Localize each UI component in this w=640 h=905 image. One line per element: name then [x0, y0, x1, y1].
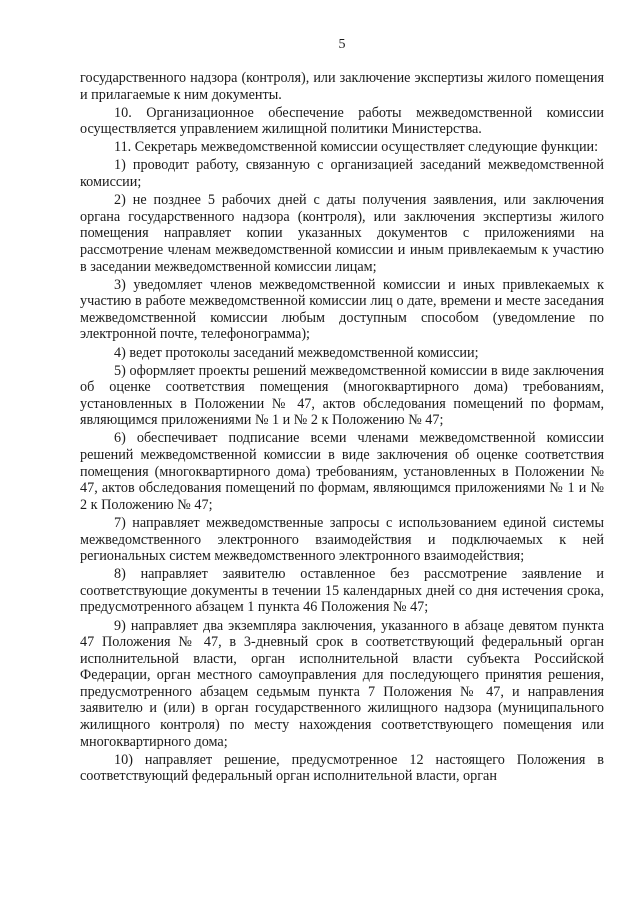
list-item-1: 1) проводит работу, связанную с организацией заседаний межведомственной комиссии;: [80, 157, 604, 191]
list-item-9: 9) направляет два экземпляра заключения, указанного в абзаце девятом пункта 47 Положения № 47, в 3-дневный срок в соответствующий федеральный орган исполнительной власти, орган исполнительной власти субъекта Российской Федерации, орган местного самоуправления для последующего принятия решения, предусмотренного абзацем седьмым пункта 7 Положения № 47, и направления заявителю и (или) в орган государственного жилищного надзора (муниципального жилищного контроля) по месту нахождения соответствующего помещения или многоквартирного дома;: [80, 617, 604, 750]
list-item-10: 10) направляет решение, предусмотренное 12 настоящего Положения в соответствующий федеральный орган исполнительной власти, орган: [80, 751, 604, 785]
paragraph-item-10: 10. Организационное обеспечение работы межведомственной комиссии осуществляется управлением жилищной политики Министерства.: [80, 104, 604, 138]
list-item-7: 7) направляет межведомственные запросы с использованием единой системы межведомственного электронного взаимодействия и подключаемых к ней региональных систем межведомственного электронного взаимодействия;: [80, 514, 604, 565]
list-item-8: 8) направляет заявителю оставленное без рассмотрение заявление и соответствующие документы в течении 15 календарных дней со дня истечения срока, предусмотренного абзацем 1 пункта 46 Положения № 47;: [80, 566, 604, 616]
list-item-3: 3) уведомляет членов межведомственной комиссии и иных привлекаемых к участию в работе межведомственной комиссии лиц о дате, времени и месте заседания межведомственной комиссии любым доступным способом (уведомление по электронной почте, телефонограмма);: [80, 276, 604, 343]
paragraph-item-11: 11. Секретарь межведомственной комиссии осуществляет следующие функции:: [114, 139, 599, 156]
list-item-2: 2) не позднее 5 рабочих дней с даты получения заявления, или заключения органа государственного надзора (контроля), или заключения экспертизы жилого помещения направляет копии указанных документов с приложениями на рассмотрение членам межведомственной комиссии и иным привлекаемым к участию в заседании межведомственной комиссии лицам;: [80, 192, 604, 275]
list-item-6: 6) обеспечивает подписание всеми членами межведомственной комиссии решений межведомственной комиссии в виде заключения об оценке соответствия помещения (многоквартирного дома) требованиям, установленных в Положении № 47, актов обследования помещений по формам, являющимся приложениями № 1 и № 2 к Положению № 47;: [80, 430, 604, 513]
document-body: [80, 70, 604, 785]
list-item-4: 4) ведет протоколы заседаний межведомственной комиссии;: [114, 344, 479, 361]
list-item-5: 5) оформляет проекты решений межведомственной комиссии в виде заключения об оценке соответствия помещения (многоквартирного дома) требованиям, установленных в Положении № 47, актов обследования помещений по формам, являющимся приложениями № 1 и № 2 к Положению № 47;: [80, 362, 604, 429]
paragraph-continuation: государственного надзора (контроля), или заключение экспертизы жилого помещения и прилагаемые к ним документы.: [80, 70, 604, 103]
page-number: 5: [338, 37, 346, 52]
